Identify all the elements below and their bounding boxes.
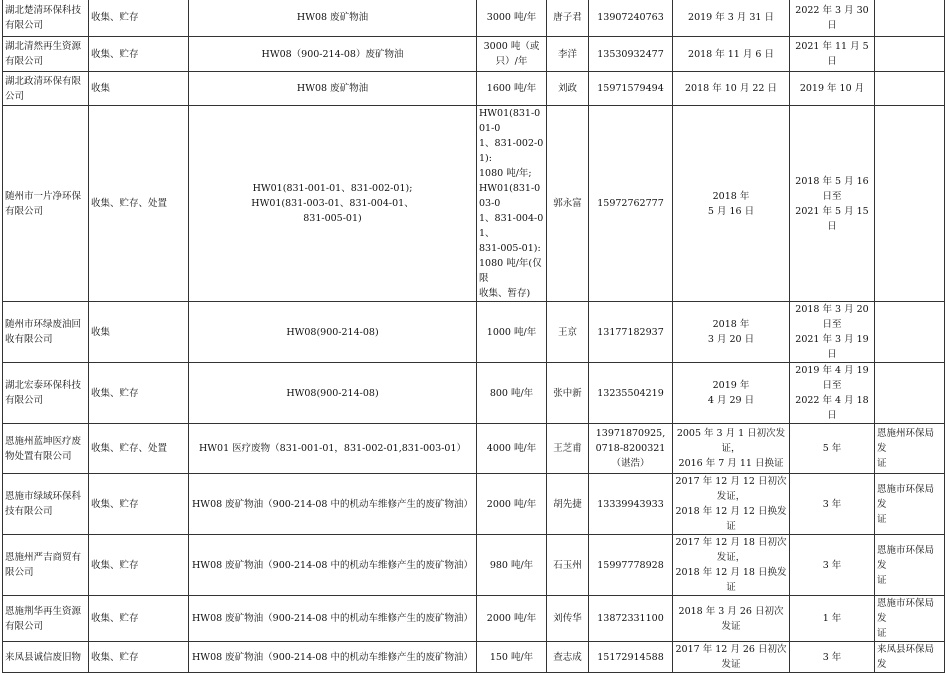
phone-cell: 13971870925, 0718-8200321 （谌浩） xyxy=(589,424,673,474)
capacity-cell: 800 吨/年 xyxy=(477,363,547,424)
company-cell: 来凤县诚信废旧物 xyxy=(3,642,89,673)
phone-cell: 13339943933 xyxy=(589,474,673,535)
waste-type-cell: HW08 废矿物油 xyxy=(189,72,477,106)
contact-person-cell: 王芝甫 xyxy=(547,424,589,474)
table-row xyxy=(3,37,945,72)
waste-type-cell: HW08(900-214-08) xyxy=(189,302,477,363)
capacity-cell: 2000 吨/年 xyxy=(477,596,547,642)
waste-type-cell: HW08 废矿物油（900-214-08 中的机动车维修产生的废矿物油） xyxy=(189,474,477,535)
issuer-cell xyxy=(875,0,945,37)
table-row xyxy=(3,72,945,106)
waste-type-cell: HW08 废矿物油（900-214-08 中的机动车维修产生的废矿物油） xyxy=(189,535,477,596)
scope-cell: 收集、贮存 xyxy=(89,474,189,535)
table-row xyxy=(3,0,945,37)
contact-person-cell: 刘政 xyxy=(547,72,589,106)
issue-date-cell: 2019 年 4 月 29 日 xyxy=(673,363,790,424)
validity-cell: 1 年 xyxy=(790,596,875,642)
waste-type-cell: HW08 废矿物油 xyxy=(189,0,477,37)
table-row xyxy=(3,535,945,596)
company-cell: 恩施荆华再生资源 有限公司 xyxy=(3,596,89,642)
issue-date-cell: 2018 年 10 月 22 日 xyxy=(673,72,790,106)
company-cell: 随州市一片净环保 有限公司 xyxy=(3,106,89,302)
phone-cell: 15997778928 xyxy=(589,535,673,596)
validity-cell: 5 年 xyxy=(790,424,875,474)
issue-date-cell: 2017 年 12 月 26 日初次发证 xyxy=(673,642,790,673)
company-cell: 随州市环绿废油回 收有限公司 xyxy=(3,302,89,363)
table-row xyxy=(3,106,945,302)
capacity-cell: HW01(831-001-0 1、831-002-01): 1080 吨/年; HW01(831-003-0 1、831-004-01、 831-005-01): 1080 吨/年(仅限 收集、暂存) xyxy=(477,106,547,302)
issuer-cell xyxy=(875,302,945,363)
capacity-cell: 150 吨/年 xyxy=(477,642,547,673)
phone-cell: 13530932477 xyxy=(589,37,673,72)
permit-table xyxy=(2,0,945,673)
contact-person-cell: 胡先捷 xyxy=(547,474,589,535)
validity-cell: 2022 年 3 月 30 日 xyxy=(790,0,875,37)
phone-cell: 13907240763 xyxy=(589,0,673,37)
scope-cell: 收集、贮存、处置 xyxy=(89,424,189,474)
scope-cell: 收集、贮存 xyxy=(89,37,189,72)
company-cell: 恩施州蓝坤医疗废 物处置有限公司 xyxy=(3,424,89,474)
table-row xyxy=(3,302,945,363)
company-cell: 湖北政清环保有限 公司 xyxy=(3,72,89,106)
validity-cell: 2018 年 3 月 20 日至 2021 年 3 月 19 日 xyxy=(790,302,875,363)
validity-cell: 3 年 xyxy=(790,474,875,535)
scope-cell: 收集 xyxy=(89,72,189,106)
validity-cell: 3 年 xyxy=(790,642,875,673)
scope-cell: 收集、贮存 xyxy=(89,596,189,642)
phone-cell: 13235504219 xyxy=(589,363,673,424)
phone-cell: 13872331100 xyxy=(589,596,673,642)
waste-type-cell: HW08 废矿物油（900-214-08 中的机动车维修产生的废矿物油） xyxy=(189,642,477,673)
issue-date-cell: 2018 年 3 月 26 日初次发证 xyxy=(673,596,790,642)
validity-cell: 2019 年 10 月 xyxy=(790,72,875,106)
issuer-cell xyxy=(875,363,945,424)
issue-date-cell: 2018 年 5 月 16 日 xyxy=(673,106,790,302)
phone-cell: 13177182937 xyxy=(589,302,673,363)
waste-type-cell: HW08(900-214-08) xyxy=(189,363,477,424)
issuer-cell: 恩施市环保局发 证 xyxy=(875,474,945,535)
capacity-cell: 3000 吨/年 xyxy=(477,0,547,37)
issue-date-cell: 2019 年 3 月 31 日 xyxy=(673,0,790,37)
company-cell: 湖北楚清环保科技 有限公司 xyxy=(3,0,89,37)
phone-cell: 15971579494 xyxy=(589,72,673,106)
issuer-cell: 来凤县环保局发 xyxy=(875,642,945,673)
company-cell: 恩施州严吉商贸有 限公司 xyxy=(3,535,89,596)
capacity-cell: 1000 吨/年 xyxy=(477,302,547,363)
capacity-cell: 2000 吨/年 xyxy=(477,474,547,535)
issuer-cell xyxy=(875,106,945,302)
issuer-cell: 恩施市环保局发 证 xyxy=(875,535,945,596)
waste-type-cell: HW01(831-001-01、831-002-01); HW01(831-003-01、831-004-01、 831-005-01) xyxy=(189,106,477,302)
scope-cell: 收集、贮存 xyxy=(89,0,189,37)
issuer-cell: 恩施州环保局发 证 xyxy=(875,424,945,474)
scope-cell: 收集 xyxy=(89,302,189,363)
issue-date-cell: 2018 年 11 月 6 日 xyxy=(673,37,790,72)
issue-date-cell: 2018 年 3 月 20 日 xyxy=(673,302,790,363)
validity-cell: 2018 年 5 月 16 日至 2021 年 5 月 15 日 xyxy=(790,106,875,302)
waste-type-cell: HW08（900-214-08）废矿物油 xyxy=(189,37,477,72)
validity-cell: 3 年 xyxy=(790,535,875,596)
table-row xyxy=(3,424,945,474)
company-cell: 恩施市绿域环保科 技有限公司 xyxy=(3,474,89,535)
issuer-cell xyxy=(875,72,945,106)
phone-cell: 15972762777 xyxy=(589,106,673,302)
issue-date-cell: 2017 年 12 月 12 日初次发证， 2018 年 12 月 12 日换发证 xyxy=(673,474,790,535)
scope-cell: 收集、贮存 xyxy=(89,535,189,596)
issuer-cell xyxy=(875,37,945,72)
scope-cell: 收集、贮存 xyxy=(89,363,189,424)
scope-cell: 收集、贮存、处置 xyxy=(89,106,189,302)
capacity-cell: 3000 吨（或 只）/年 xyxy=(477,37,547,72)
validity-cell: 2019 年 4 月 19 日至 2022 年 4 月 18 日 xyxy=(790,363,875,424)
waste-type-cell: HW01 医疗废物（831-001-01，831-002-01,831-003-01） xyxy=(189,424,477,474)
table-row xyxy=(3,363,945,424)
contact-person-cell: 查志成 xyxy=(547,642,589,673)
table-row xyxy=(3,474,945,535)
issue-date-cell: 2005 年 3 月 1 日初次发证， 2016 年 7 月 11 日换证 xyxy=(673,424,790,474)
issuer-cell: 恩施市环保局发 证 xyxy=(875,596,945,642)
contact-person-cell: 张中新 xyxy=(547,363,589,424)
company-cell: 湖北清然再生资源 有限公司 xyxy=(3,37,89,72)
contact-person-cell: 唐子君 xyxy=(547,0,589,37)
issue-date-cell: 2017 年 12 月 18 日初次发证， 2018 年 12 月 18 日换发证 xyxy=(673,535,790,596)
capacity-cell: 4000 吨/年 xyxy=(477,424,547,474)
contact-person-cell: 李洋 xyxy=(547,37,589,72)
contact-person-cell: 石玉州 xyxy=(547,535,589,596)
validity-cell: 2021 年 11 月 5 日 xyxy=(790,37,875,72)
table-row xyxy=(3,642,945,673)
capacity-cell: 980 吨/年 xyxy=(477,535,547,596)
phone-cell: 15172914588 xyxy=(589,642,673,673)
scope-cell: 收集、贮存 xyxy=(89,642,189,673)
contact-person-cell: 刘传华 xyxy=(547,596,589,642)
contact-person-cell: 王京 xyxy=(547,302,589,363)
contact-person-cell: 郭永富 xyxy=(547,106,589,302)
table-row xyxy=(3,596,945,642)
capacity-cell: 1600 吨/年 xyxy=(477,72,547,106)
company-cell: 湖北宏泰环保科技 有限公司 xyxy=(3,363,89,424)
waste-type-cell: HW08 废矿物油（900-214-08 中的机动车维修产生的废矿物油） xyxy=(189,596,477,642)
